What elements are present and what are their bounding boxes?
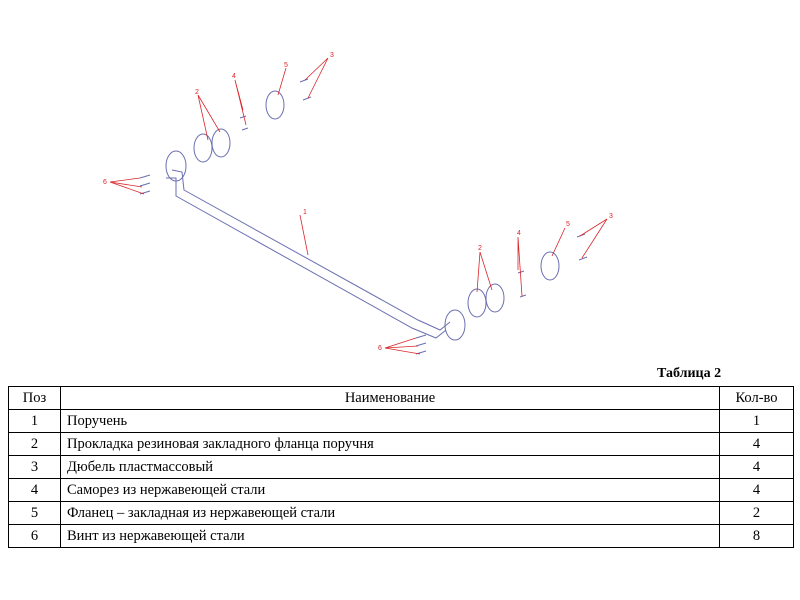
callout-1: 1	[303, 209, 307, 216]
callout-5-lower: 5	[566, 221, 570, 228]
cell-name: Фланец – закладная из нержавеющей стали	[61, 502, 720, 525]
right-flange	[445, 310, 465, 340]
cell-qty: 4	[720, 479, 794, 502]
table-row	[9, 433, 794, 456]
gasket-upper-2	[212, 129, 230, 157]
header-pos: Поз	[9, 387, 61, 410]
callout-5-upper: 5	[284, 62, 288, 69]
cell-name: Саморез из нержавеющей стали	[61, 479, 720, 502]
cell-pos: 6	[9, 525, 61, 548]
cell-qty: 4	[720, 433, 794, 456]
cell-name: Винт из нержавеющей стали	[61, 525, 720, 548]
gasket-lower-2	[486, 284, 504, 312]
table-caption: Таблица 2	[657, 366, 722, 381]
table-header-row	[9, 387, 794, 410]
flange-lower	[541, 252, 559, 280]
cell-name: Прокладка резиновая закладного фланца поручня	[61, 433, 720, 456]
cell-pos: 4	[9, 479, 61, 502]
table-row	[9, 456, 794, 479]
callout-3-lower: 3	[609, 213, 613, 220]
callout-6-upper: 6	[103, 179, 107, 186]
cell-pos: 2	[9, 433, 61, 456]
header-qty: Кол-во	[720, 387, 794, 410]
callout-4-lower: 4	[517, 230, 521, 237]
parts-table	[8, 386, 794, 548]
callout-3-upper: 3	[330, 52, 334, 59]
callout-6-lower: 6	[378, 345, 382, 352]
header-name: Наименование	[61, 387, 720, 410]
gasket-upper-1	[194, 134, 212, 162]
cell-pos: 1	[9, 410, 61, 433]
cell-qty: 4	[720, 456, 794, 479]
handrail-tube	[172, 170, 450, 330]
flange-upper	[266, 91, 284, 119]
cell-qty: 1	[720, 410, 794, 433]
callout-2-lower: 2	[478, 245, 482, 252]
callout-4-upper: 4	[232, 73, 236, 80]
table-row	[9, 479, 794, 502]
table-row	[9, 410, 794, 433]
cell-qty: 8	[720, 525, 794, 548]
cell-name: Поручень	[61, 410, 720, 433]
table-row	[9, 525, 794, 548]
table-row	[9, 502, 794, 525]
callout-2-upper: 2	[195, 89, 199, 96]
gasket-lower-1	[468, 289, 486, 317]
cell-qty: 2	[720, 502, 794, 525]
cell-name: Дюбель пластмассовый	[61, 456, 720, 479]
cell-pos: 3	[9, 456, 61, 479]
left-flange	[166, 151, 186, 181]
cell-pos: 5	[9, 502, 61, 525]
